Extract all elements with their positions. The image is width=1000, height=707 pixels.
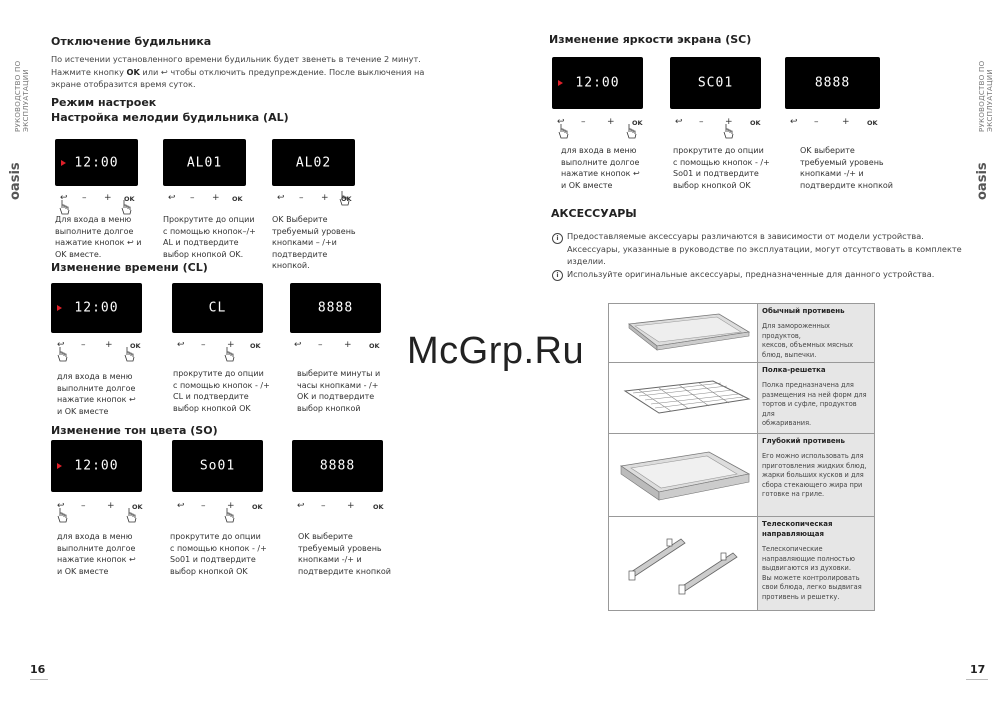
minus-key[interactable]: – xyxy=(82,193,87,203)
minus-key[interactable]: – xyxy=(81,340,86,350)
plus-key[interactable]: + xyxy=(321,193,329,203)
ok-key[interactable]: OK xyxy=(369,342,380,350)
side-header: РУКОВОДСТВО ПО ЭКСПЛУАТАЦИИ xyxy=(14,60,30,132)
display-panel xyxy=(670,57,761,109)
melody-caption-1: Для входа в меню выполните долгое нажатие кнопок ↩ и OK вместе. xyxy=(55,215,142,259)
table-row xyxy=(609,434,874,517)
minus-key[interactable]: – xyxy=(699,117,704,127)
back-key-icon[interactable]: ↩ xyxy=(57,501,65,511)
key-row xyxy=(675,117,765,131)
accessory-desc: Его можно использовать для приготовления жидких блюд, жарки больших кусков и для сбора стекающего жира при готовке на гриле. xyxy=(762,452,867,499)
deep-tray-icon xyxy=(609,434,757,516)
alarm-off-line-2: Нажмите кнопку OK или ↩ чтобы отключить предупреждение. После выключения на xyxy=(51,66,425,77)
ok-key[interactable]: OK xyxy=(130,342,141,350)
display-value: 12:00 xyxy=(74,458,119,474)
display-panel xyxy=(292,440,383,492)
time-caption-2: прокрутите до опции с помощью кнопок - /+ CL и подтвердите выбор кнопкой OK xyxy=(173,369,270,413)
hand-pointer-icon xyxy=(120,199,132,215)
display-panel xyxy=(172,283,263,333)
display-value: 12:00 xyxy=(575,75,620,91)
time-caption-3: выберите минуты и часы кнопками - /+ OK и подтвердите выбор кнопкой xyxy=(297,369,381,413)
display-panel xyxy=(785,57,880,109)
alarm-off-title: Отключение будильника xyxy=(51,35,212,48)
page-number: 16 xyxy=(30,663,46,676)
back-key-icon[interactable]: ↩ xyxy=(60,193,68,203)
minus-key[interactable]: – xyxy=(814,117,819,127)
ok-key[interactable]: OK xyxy=(341,195,352,203)
display-value: So01 xyxy=(199,458,236,474)
hand-pointer-icon xyxy=(123,346,135,362)
brightness-caption-3: OK выберите требуемый уровень кнопками -/+ и подтвердите кнопкой xyxy=(800,146,893,190)
hand-pointer-icon xyxy=(223,346,235,362)
accessories-note-2: Используйте оригинальные аксессуары, предназначенные для данного устройства. xyxy=(567,269,935,279)
minus-key[interactable]: – xyxy=(190,193,195,203)
page-number: 17 xyxy=(970,663,986,676)
display-panel xyxy=(163,139,246,186)
ok-key[interactable]: OK xyxy=(750,119,761,127)
hand-pointer-icon xyxy=(722,123,734,139)
minus-key[interactable]: – xyxy=(81,501,86,511)
back-key-icon[interactable]: ↩ xyxy=(177,340,185,350)
melody-title: Настройка мелодии будильника (AL) xyxy=(51,111,289,124)
plus-key[interactable]: + xyxy=(344,340,352,350)
watermark-text: McGrp.Ru xyxy=(407,330,585,372)
minus-key[interactable]: – xyxy=(321,501,326,511)
ok-key[interactable]: OK xyxy=(232,195,243,203)
back-key-icon[interactable]: ↩ xyxy=(277,193,285,203)
color-caption-2: прокрутите до опции с помощью кнопок - /+ So01 и подтвердите выбор кнопкой OK xyxy=(170,532,267,576)
rack-image xyxy=(609,363,758,433)
melody-caption-3: OK Выберите требуемый уровень кнопками – /+и подтвердите кнопкой. xyxy=(272,215,356,270)
back-key-icon[interactable]: ↩ xyxy=(675,117,683,127)
plus-key[interactable]: + xyxy=(725,117,733,127)
accessory-title: Глубокий противень xyxy=(762,437,845,445)
side-header: РУКОВОДСТВО ПО ЭКСПЛУАТАЦИИ xyxy=(978,60,994,132)
accessory-title: Полка-решетка xyxy=(762,366,826,374)
ok-key[interactable]: OK xyxy=(132,503,143,511)
display-panel xyxy=(55,139,138,186)
back-key-icon[interactable]: ↩ xyxy=(57,340,65,350)
plus-key[interactable]: + xyxy=(107,501,115,511)
info-icon: i xyxy=(552,270,563,281)
page-number-rule xyxy=(30,679,48,680)
baking-tray-icon xyxy=(609,304,757,362)
page-number-rule xyxy=(966,679,988,680)
minus-key[interactable]: – xyxy=(201,501,206,511)
brand-logo: oasis xyxy=(8,162,23,200)
back-key-icon[interactable]: ↩ xyxy=(177,501,185,511)
plus-key[interactable]: + xyxy=(105,340,113,350)
info-icon: i xyxy=(552,233,563,244)
telescopic-rails-icon xyxy=(609,517,757,610)
brand-logo: oasis xyxy=(975,162,990,200)
hand-pointer-icon xyxy=(56,346,68,362)
accessory-desc: Для замороженных продуктов, кексов, объемных мясных блюд, выпечки. xyxy=(762,322,854,359)
color-caption-3: OK выберите требуемый уровень кнопками -/+ и подтвердите кнопкой xyxy=(298,532,391,576)
display-value: 8888 xyxy=(317,300,354,316)
ok-key[interactable]: OK xyxy=(124,195,135,203)
display-panel xyxy=(51,283,142,333)
display-value: 8888 xyxy=(814,75,851,91)
color-caption-1: для входа в меню выполните долгое нажатие кнопок ↩ и OK вместе xyxy=(57,532,136,576)
accessory-desc: Полка предназначена для размещения на ней форм для тортов и суфле, продуктов для обжаривания. xyxy=(762,381,867,428)
key-row xyxy=(168,193,248,207)
accessory-title: Обычный противень xyxy=(762,307,845,315)
melody-caption-2: Прокрутите до опции с помощью кнопок–/+ AL и подтвердите выбор кнопкой OK. xyxy=(163,215,256,259)
accessories-title: АКСЕССУАРЫ xyxy=(551,207,637,220)
ok-key[interactable]: OK xyxy=(250,342,261,350)
display-panel xyxy=(290,283,381,333)
accessory-title: Телескопическая направляющая xyxy=(762,520,833,538)
ok-key[interactable]: OK xyxy=(373,503,384,511)
plus-key[interactable]: + xyxy=(227,501,235,511)
time-caption-1: для входа в меню выполните долгое нажатие кнопок ↩ и OK вместе xyxy=(57,372,136,416)
ok-key[interactable]: OK xyxy=(867,119,878,127)
alarm-off-line-1: По истечении установленного времени будильник будет звенеть в течение 2 минут. xyxy=(51,54,421,64)
display-panel xyxy=(272,139,355,186)
key-row xyxy=(790,117,880,131)
brightness-caption-2: прокрутите до опции с помощью кнопок - /+ So01 и подтвердите выбор кнопкой OK xyxy=(673,146,770,190)
brightness-caption-1: для входа в меню выполните долгое нажатие кнопок ↩ и OK вместе xyxy=(561,146,640,190)
tray-image xyxy=(609,304,758,362)
key-row xyxy=(177,501,267,515)
table-cell xyxy=(758,517,874,610)
brightness-title: Изменение яркости экрана (SC) xyxy=(549,33,752,46)
display-value: 12:00 xyxy=(74,155,119,170)
plus-key[interactable]: + xyxy=(212,193,220,203)
minus-key[interactable]: – xyxy=(201,340,206,350)
wire-rack-icon xyxy=(609,363,757,433)
accessory-desc: Телескопические направляющие полностью выдвигаются из духовки. Вы можете контролировать свои блюда, легко выдвигая противень и решетку. xyxy=(762,545,862,601)
plus-key[interactable]: + xyxy=(347,501,355,511)
back-key-icon[interactable]: ↩ xyxy=(297,501,305,511)
settings-title: Режим настроек xyxy=(51,96,157,109)
hand-pointer-icon xyxy=(56,507,68,523)
time-title: Изменение времени (CL) xyxy=(51,261,208,274)
color-title: Изменение тон цвета (SO) xyxy=(51,424,218,437)
display-value: 8888 xyxy=(319,458,356,474)
key-row xyxy=(297,501,387,515)
deep-tray-image xyxy=(609,434,758,516)
display-value: SC01 xyxy=(697,75,734,91)
table-cell xyxy=(758,304,874,362)
table-cell xyxy=(758,363,874,433)
back-key-icon[interactable]: ↩ xyxy=(790,117,798,127)
key-row xyxy=(177,340,267,354)
minus-key[interactable]: – xyxy=(299,193,304,203)
hand-pointer-icon xyxy=(58,199,70,215)
hand-pointer-icon xyxy=(625,123,637,139)
minus-key[interactable]: – xyxy=(581,117,586,127)
display-value: AL02 xyxy=(295,155,332,170)
key-row xyxy=(294,340,384,354)
plus-key[interactable]: + xyxy=(842,117,850,127)
hand-pointer-icon xyxy=(223,507,235,523)
back-key-icon[interactable]: ↩ xyxy=(557,117,565,127)
display-value: 12:00 xyxy=(74,300,119,316)
display-panel xyxy=(172,440,263,492)
hand-pointer-icon xyxy=(125,507,137,523)
accessories-note-1: Предоставляемые аксессуары различаются в зависимости от модели устройства. Аксессуары, указанные в руководстве по эксплуатации, могут отсутствовать в комплекте изделии. xyxy=(567,231,962,266)
ok-key[interactable]: OK xyxy=(252,503,263,511)
hand-pointer-icon xyxy=(557,123,569,139)
hand-pointer-icon xyxy=(338,190,350,206)
display-value: CL xyxy=(208,300,227,316)
table-row xyxy=(609,304,874,363)
minus-key[interactable]: – xyxy=(318,340,323,350)
alarm-off-line-3: экране отобразится время суток. xyxy=(51,79,196,89)
plus-key[interactable]: + xyxy=(104,193,112,203)
ok-key[interactable]: OK xyxy=(632,119,643,127)
table-cell xyxy=(758,434,874,516)
table-row xyxy=(609,363,874,434)
display-panel xyxy=(552,57,643,109)
display-panel xyxy=(51,440,142,492)
display-value: AL01 xyxy=(186,155,223,170)
alarm-off-text xyxy=(51,53,441,91)
plus-key[interactable]: + xyxy=(227,340,235,350)
rails-image xyxy=(609,517,758,610)
plus-key[interactable]: + xyxy=(607,117,615,127)
back-key-icon[interactable]: ↩ xyxy=(168,193,176,203)
back-key-icon[interactable]: ↩ xyxy=(294,340,302,350)
accessories-table xyxy=(608,303,875,611)
table-row xyxy=(609,517,874,610)
